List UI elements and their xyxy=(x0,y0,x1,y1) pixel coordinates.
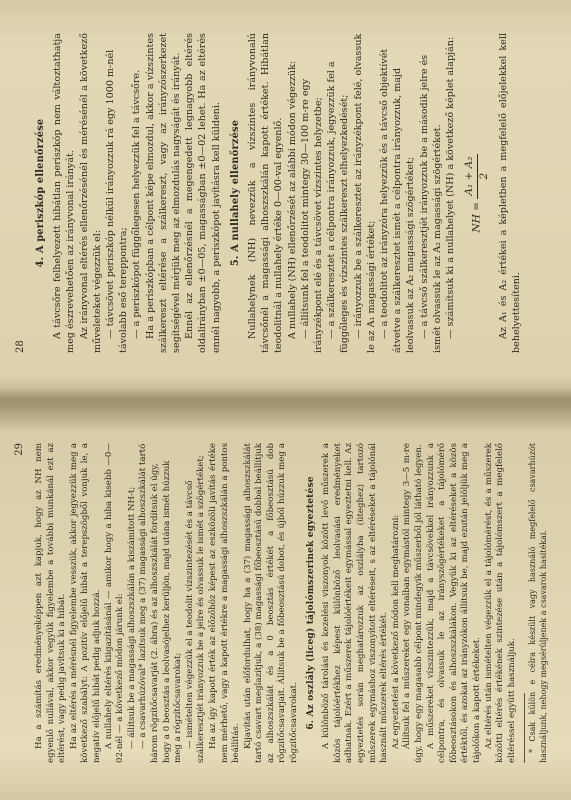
page-28 xyxy=(0,15,571,375)
paragraph: A műszereket vízszintezzük, majd a távcsövekkel irányozzunk a célpontra, és olvassuk le az irányszögértékeket a tájolómérő főbeosztásokon és alhoszszkálákon. Vegyük ki az eltéréseket a közös értéktől, és azokat az irányzókon állítsuk be, majd ezután jelöljük meg a tájolókon a kapott értékeket. xyxy=(425,443,482,763)
nullahely-formula xyxy=(463,33,490,353)
step-item: — a szálkeresztet a célpontra irányozzuk, jegyezzük fel a függőleges és vízszintes szálkereszt elhelyezkedését; xyxy=(326,61,351,353)
paragraph: Ha az így kapott érték az előzőhöz képest az eszközöli javítás értéke nem mérhető, vagy a kapott értékre a magassági alhoszszkálán a pontos beállítás. xyxy=(207,443,242,763)
paragraph: Ha a számítás eredményeképpen azt kapjuk, hogy az NH nem egyenlő nullával, akkor vegyük figyelembe a további munkánál ezt az eltérést, vagy pedig javítsuk ki a hibát. xyxy=(34,443,68,763)
paragraph: Az irányvonal eltérés ellenőrzésénél és mérésénél a következő műveleteket végezzük el: xyxy=(78,33,103,353)
paragraph: Nullahelynek (NH) nevezzük a vízszintes irányvonalú távcsőnél a magassági alhoszszkálán kapott értéket. Hibátlan teodolitnál a nullahely értéke 0—00-val egyenlő. xyxy=(247,33,285,353)
step-item: — távcsövet periszkóp nélkül irányozzuk rá egy 1000 m-nél távolabb eső tereppontra; xyxy=(105,49,130,353)
footnote-divider xyxy=(524,693,525,763)
step-item: — állítsuk be a magassági alhoszszkálán a kiszámított NH-t; xyxy=(126,486,137,749)
page-number: 29 xyxy=(14,443,25,456)
page-number: 28 xyxy=(15,340,26,353)
formula-lhs: NH = xyxy=(471,198,483,233)
formula-fraction xyxy=(463,154,490,199)
footnote: * Csak külön e célra készült vagy használó megfelelő csavarhúzót használjunk, nehogy megsérüljenek a csavarok hasítékai. xyxy=(528,443,548,763)
section-title-periszkop: 4. A periszkóp ellenőrzése xyxy=(35,118,46,268)
step-item: — a távcső szálkeresztjét irányozzuk be a második jelre és ismét olvassuk le az A₂ magassági szögértéket. xyxy=(418,54,443,353)
step-item: — ismételten végezzük el a teodolit vízszintezését és a távcső szálkeresztjét irányozzuk be a jelre és olvassuk le ismét a szögértéket; xyxy=(184,455,207,763)
paragraph: Ha a periszkópban a célpont képe elmozdul, akkor a vízszintes szálkereszt eltérése a szálkereszt, vagy az irányzószerkezet segítségével mérjük meg az elmozdulás nagyságát és irányát. xyxy=(144,33,183,353)
section-title-nullahely: 5. A nullahely ellenőrzése xyxy=(229,119,241,267)
paragraph: A távcsőre felhelyezett hibátlan periszkóp nem változtathatja meg észrevehetően az irányvonal irányát. xyxy=(52,33,77,353)
paragraph: A nullahely eltérés kiigazításánál — amikor hogy a hiba kisebb —0—02-nél — a következő módon járunk el: xyxy=(103,443,126,763)
section-title-tajolo: 6. Az oszlály (liceg) tájolómszerinek egyeztetése xyxy=(305,476,316,730)
paragraph: Az egyeztetést a következő módon kell meghatározni: xyxy=(390,514,401,749)
step-item: — számítsuk ki a nullahelyet (NH) a következő képlet alapján: xyxy=(445,36,457,339)
book-gutter xyxy=(0,388,571,410)
step-item: — a csavarhúzóval* lazítsuk meg a (37) magassági alhoszszkálát tartó három rögzítőcsavarját (2. ábra) és az alhoszszkálát fordítsuk el úgy, hogy a 0 beosztás a leolvasójelhez kerüljön, majd utána ismét húzzuk meg a rögzítőcsavarokat; xyxy=(138,443,184,763)
paragraph: Kijavítás után előfordulhat, hogy ha a (37) magassági alhoszszkálát tartó csavart meglazítjuk, a (38) magassági főbeosztású dobbal beállítjuk az alhoszszkálát és a 0 beosztás értékét a főbeosztású dob rögzítőcsavarjait. Állítsuk be a főbeosztású dobot, és újból húzzuk meg a rögzítőcsavarokat. xyxy=(242,443,300,763)
formula-numerator: A₁ + A₂ xyxy=(463,154,477,199)
step-item: — a teodolitot az irányzóra helyezzük és a távcső objektívét átvetve a szálkeresztet ismét a célpontra irányozzuk, majd leolvassuk az A₂ magassági szögértéket; xyxy=(379,48,417,353)
page-29 xyxy=(0,425,571,785)
paragraph: A nullahely (NH) ellenőrzését az alábbi módon végezzük: xyxy=(286,60,298,339)
paragraph: Ha az eltérés a mérésnél figyelembe vesszük, akkor jegyezzük meg a következő szabályt: A pozitív előjelű hibát a terepszögből vonjuk le, a negatív előjelű hibát pedig adjuk hozzá. xyxy=(68,443,102,763)
paragraph: Állítsuk fel a műszereket egy vonalban egymástól mintegy 3—5 m-re úgy, hogy egy magasabb célpont mindegyik műszerből jól látható legyen. xyxy=(402,443,424,763)
step-item: — állítsunk fel a teodolitot mintegy 30—100 m-re egy irányzékpont elé és a távcsövet vízszintes helyzetbe; xyxy=(299,78,325,353)
step-item: — a periszkópot függőlegesen helyezzük fel a távcsőre. xyxy=(131,69,143,339)
paragraph: A különböző tárolási és kezelési viszonyok között levő műszerek a közös tájolóértékhez képest különböző leolvasási eredményeket adhatnak. Ezért a műszerek tájolóértékeit egymással egyeztetni kell. Az egyeztetés során meghatározzuk az oszlályba (üteghez) tartozó műszerek egymáshoz viszonyított eltéréseit, s az eltéréseket a tájolónál használt műszerek eltérés értékét. xyxy=(321,443,390,763)
page-header xyxy=(14,443,28,763)
step-item: — irányozzuk be a szálkeresztet az irányzékpont felé, olvassuk le az A₁ magassági értéket; xyxy=(352,33,377,353)
paragraph: Az A₁ és A₂ értékei a képletben a megfelelő előjelekkel kell behelyettesíteni. xyxy=(497,33,522,353)
paragraph: Ennél az ellenőrzésnél a megengedett legnagyobb eltérés oldalirányban ±0—05, magasságban ±0—02 lehet. Ha az eltérés ennél nagyobb, a periszkópot javításra kell küldeni. xyxy=(184,33,222,353)
page-header xyxy=(14,33,28,353)
formula-denominator: 2 xyxy=(477,172,490,180)
paragraph: Az eltérés után ismételten végezzük el a tájolómérést, és a műszerek közötti eltérés értékének szintezése után a tájolómszert a megfelelő eltéréssel együtt használjuk. xyxy=(483,443,517,763)
